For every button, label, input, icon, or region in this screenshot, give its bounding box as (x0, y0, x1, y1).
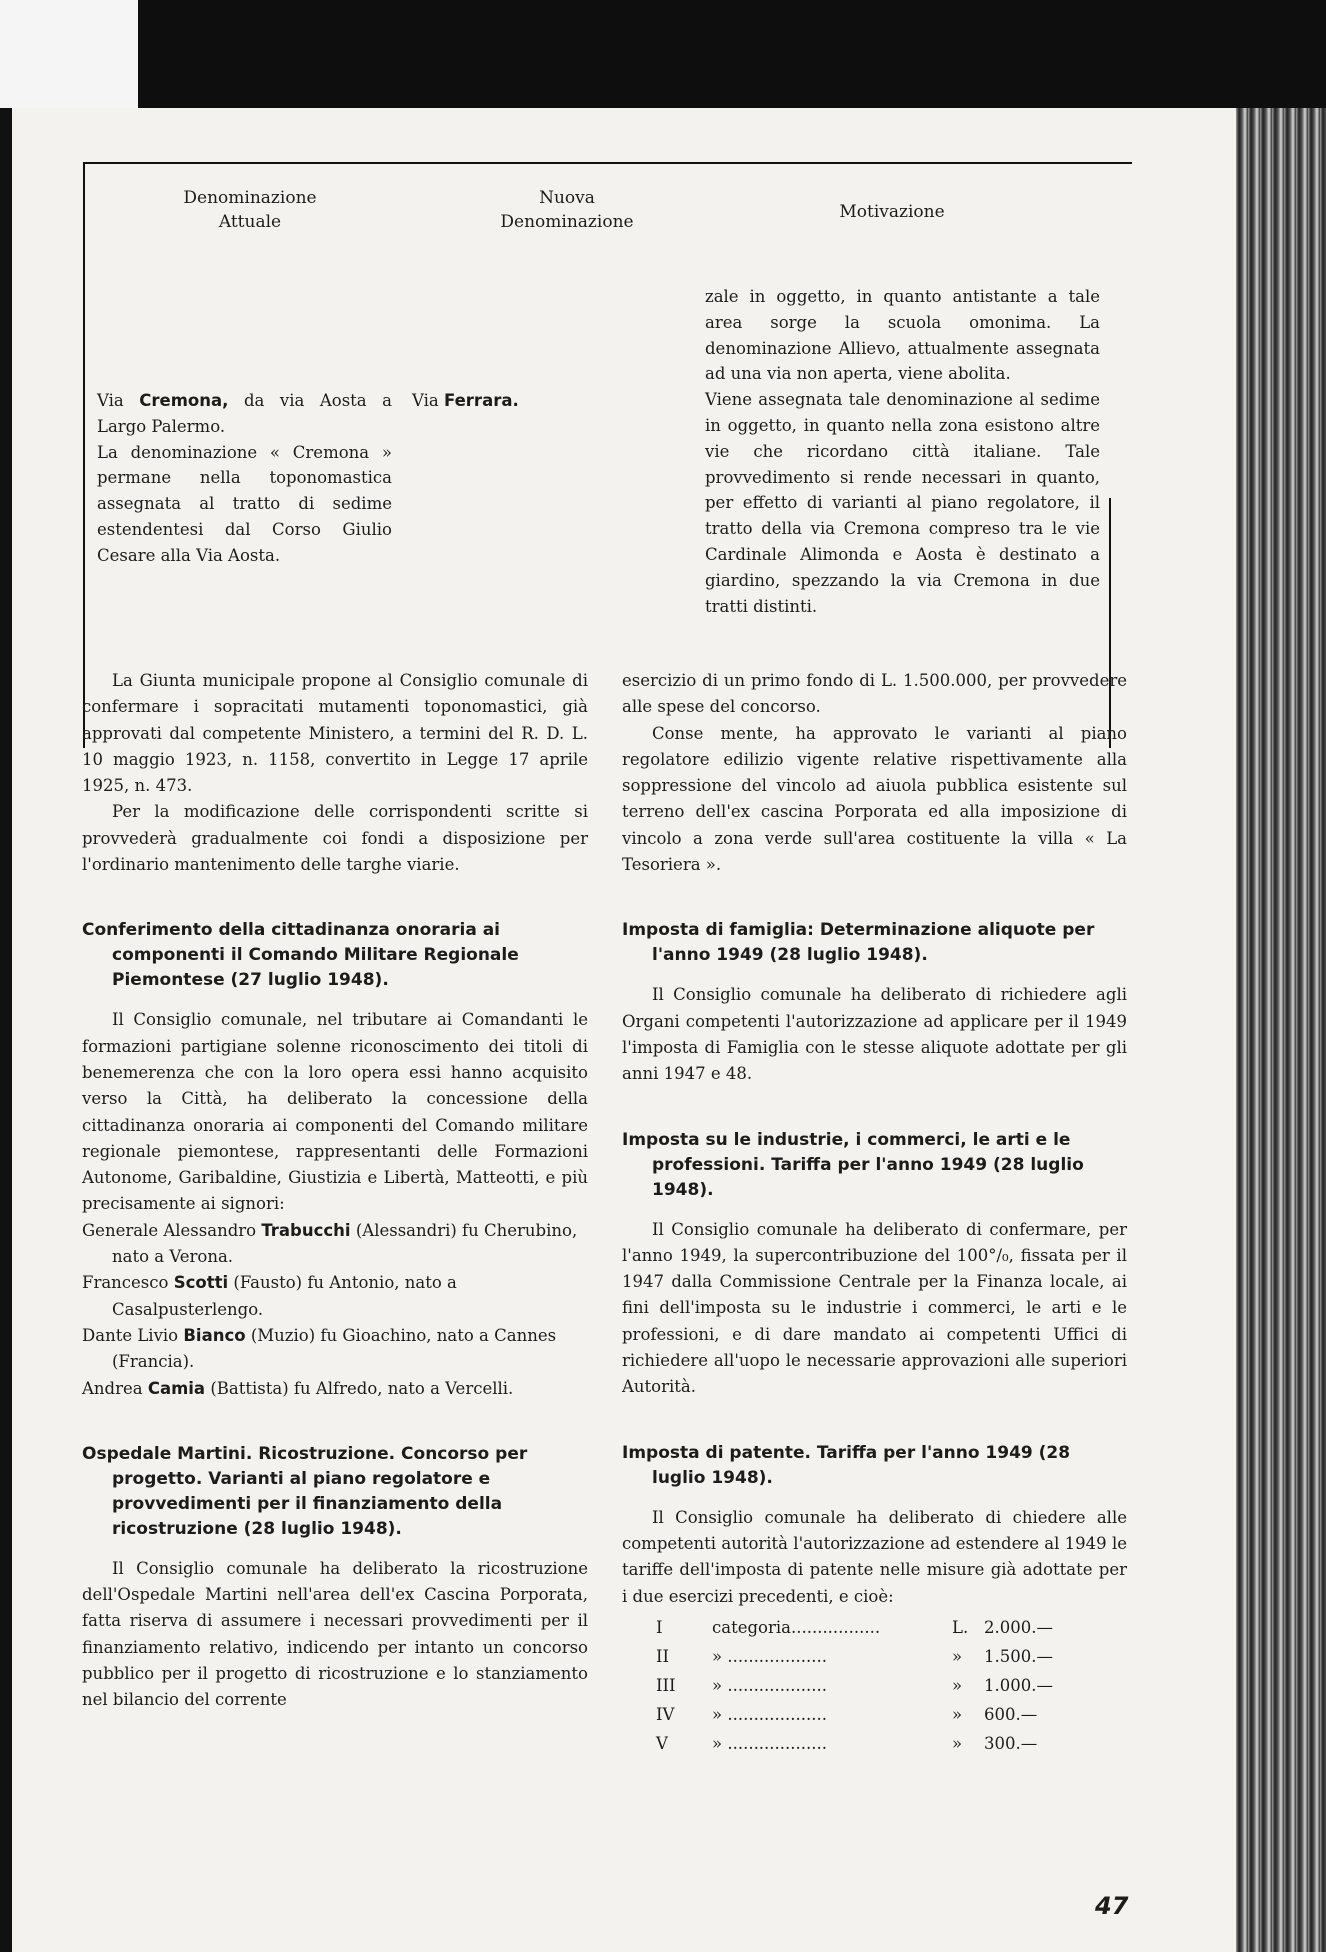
tariff-category: II (656, 1647, 670, 1667)
motivation-cell (705, 284, 1100, 619)
header-new-line1: Nuova (539, 188, 595, 208)
spacer (82, 878, 588, 918)
current-name-extent: da via Aosta a Largo Palermo. (97, 391, 392, 436)
person-text: Dante Livio (82, 1325, 184, 1345)
header-current-name (100, 186, 400, 234)
person-scotti (82, 1270, 588, 1323)
tariff-category: I (656, 1618, 663, 1638)
page-number: 47 (1095, 1892, 1129, 1920)
person-text: (Muzio) fu Gioachino, nato a Cannes (Francia). (112, 1325, 557, 1372)
variants-paragraph: Conse mente, ha approvato le varianti al piano regolatore edilizio vigente relative rispettivamente alla soppressione del vincolo ad aiuola pubblica esistente sul terreno dell'ex cascina Porporata ed alla imposizione di vincolo a zona verde sull'area costituente la villa « La Tesoriera ». (622, 723, 1127, 875)
person-surname: Scotti (173, 1273, 229, 1293)
section-title-patent-tax: Imposta di patente. Tariffa per l'anno 1949 (28 luglio 1948). (622, 1442, 1071, 1488)
table-left-rule (83, 162, 85, 748)
tariff-amount: 600.— (984, 1705, 1038, 1725)
tariff-currency: » (952, 1676, 963, 1696)
spacer (622, 878, 1127, 918)
person-text: Generale Alessandro (82, 1220, 262, 1240)
new-name-street: Ferrara. (444, 391, 519, 410)
scan-left-edge (0, 108, 12, 1952)
current-name-prefix: Via (97, 391, 140, 410)
right-column (622, 668, 1127, 1759)
section-body-family-tax: Il Consiglio comunale ha deliberato di richiedere agli Organi competenti l'autorizzazione ad applicare per il 1949 l'imposta di Famiglia con le stesse aliquote adottate per gli anni 1947 e 48. (622, 985, 1127, 1084)
tariff-label: categoria................. (712, 1618, 881, 1638)
section-title-family-tax: Imposta di famiglia: Determinazione aliquote per l'anno 1949 (28 luglio 1948). (622, 920, 1095, 966)
current-name-note: La denominazione « Cremona » permane nella toponomastica assegnata al tratto di sedime estendentesi dal Corso Giulio Cesare alla Via Aosta. (97, 442, 392, 565)
section-body-citizenship: Il Consiglio comunale, nel tributare ai Comandanti le formazioni partigiane solenne riconoscimento dei titoli di benemerenza che con la loro opera essi hanno acquisito verso la Città, ha deliberato la concessione della cittadinanza onoraria ai componenti del Comando militare regionale piemontese, rappresentanti delle Formazioni Autonome, Garibaldine, Giustizia e Libertà, Matteotti, e più precisamente ai signori: (82, 1010, 588, 1214)
person-bianco (82, 1323, 588, 1376)
spacer (82, 1402, 588, 1442)
tariff-currency: » (952, 1647, 963, 1667)
tariff-amount: 300.— (984, 1734, 1038, 1754)
tariff-label: » ................... (712, 1705, 827, 1725)
person-text: Andrea (82, 1378, 148, 1398)
tariff-currency: L. (952, 1618, 969, 1638)
table-row (656, 1730, 1074, 1759)
person-text: (Battista) fu Alfredo, nato a Vercelli. (205, 1378, 514, 1398)
tariff-category: V (656, 1734, 668, 1754)
person-text: (Alessandri) fu Cherubino, nato a Verona. (112, 1220, 578, 1267)
person-camia (82, 1376, 588, 1402)
header-new-name (422, 186, 712, 234)
table-row (656, 1643, 1074, 1672)
table-top-rule (83, 162, 1132, 164)
section-body-industry-tax: Il Consiglio comunale ha deliberato di confermare, per l'anno 1949, la supercontribuzione del 100°/₀, fissata per il 1947 dalla Commissione Centrale per la Finanza locale, ai fini dell'imposta su le industrie i commerci, le arti e le professioni, e di dare mandato ai competenti Uffici di richiedere all'uopo le necessarie approvazioni alle superiori Autorità. (622, 1219, 1127, 1397)
new-name (412, 388, 612, 414)
intro-paragraph-1: La Giunta municipale propone al Consiglio comunale di confermare i sopracitati mutamenti toponomastici, già approvati dal competente Ministero, a termini del R. D. L. 10 maggio 1923, n. 1158, convertito in Legge 17 aprile 1925, n. 473. (82, 671, 588, 796)
header-motivation (702, 200, 1082, 224)
person-surname: Bianco (183, 1325, 246, 1345)
section-body-patent-tax: Il Consiglio comunale ha deliberato di chiedere alle competenti autorità l'autorizzazione ad estendere al 1949 le tariffe dell'imposta di patente nelle misure già adottate per i due esercizi precedenti, e cioè: (622, 1507, 1127, 1606)
tariff-label: » ................... (712, 1647, 827, 1667)
motivation-previous: zale in oggetto, in quanto antistante a tale area sorge la scuola omonima. La denominazione Allievo, attualmente assegnata ad una via non aperta, viene abolita. (705, 287, 1100, 384)
person-surname: Camia (147, 1378, 206, 1398)
header-new-line2: Denominazione (500, 212, 634, 232)
patent-tariff-table (656, 1614, 1074, 1759)
tariff-currency: » (952, 1734, 963, 1754)
person-text: (Fausto) fu Antonio, nato a Casalpusterlengo. (112, 1273, 457, 1319)
current-name (97, 388, 392, 440)
section-title-industry-tax: Imposta su le industrie, i commerci, le arti e le professioni. Tariffa per l'anno 1949 (28 luglio 1948). (622, 1129, 1084, 1200)
header-motivation-label: Motivazione (839, 202, 945, 222)
table-row (656, 1701, 1074, 1730)
motivation-main: Viene assegnata tale denominazione al sedime in oggetto, in quanto nella zona esistono altre vie che ricordano città italiane. Tale provvedimento si rende necessari in quanto, per effetto di varianti al piano regolatore, il tratto della via Cremona compreso tra le vie Cardinale Alimonda e Aosta è destinato a giardino, spezzando la via Cremona in due tratti distinti. (705, 390, 1100, 616)
table-row (656, 1672, 1074, 1701)
document-page (12, 108, 1236, 1952)
left-column (82, 668, 588, 1714)
tariff-amount: 1.500.— (984, 1647, 1053, 1667)
intro-paragraph-2: Per la modificazione delle corrispondenti scritte si provvederà gradualmente coi fondi a disposizione per l'ordinario mantenimento delle targhe viarie. (82, 802, 588, 875)
tariff-amount: 1.000.— (984, 1676, 1053, 1696)
spacer (622, 1401, 1127, 1441)
section-title-hospital: Ospedale Martini. Ricostruzione. Concorso per progetto. Varianti al piano regolatore e provvedimenti per il finanziamento della ricostruzione (28 luglio 1948). (82, 1443, 528, 1539)
table-row (656, 1614, 1074, 1643)
person-text: Francesco (82, 1273, 174, 1293)
scan-top-border (0, 0, 1326, 108)
new-name-cell (412, 388, 612, 414)
tariff-amount: 2.000.— (984, 1618, 1053, 1638)
section-body-hospital: Il Consiglio comunale ha deliberato la ricostruzione dell'Ospedale Martini nell'area dell'ex Cascina Porporata, fatta riserva di assumere i necessari provvedimenti per il finanziamento relativo, indicendo per intanto un concorso pubblico per il progetto di ricostruzione e lo stanziamento nel bilancio del corrente (82, 1558, 588, 1710)
header-current-line1: Denominazione (183, 188, 317, 208)
tariff-category: IV (656, 1705, 675, 1725)
person-surname: Trabucchi (261, 1220, 351, 1240)
tariff-category: III (656, 1676, 676, 1696)
section-title-citizenship: Conferimento della cittadinanza onoraria ai componenti il Comando Militare Regionale Piemontese (27 luglio 1948). (82, 920, 519, 991)
tariff-label: » ................... (712, 1734, 827, 1754)
scan-top-left-margin (0, 0, 138, 108)
header-current-line2: Attuale (218, 212, 282, 232)
person-trabucchi (82, 1218, 588, 1271)
continued-paragraph: esercizio di un primo fondo di L. 1.500.000, per provvedere alle spese del concorso. (622, 671, 1127, 717)
current-name-street: Cremona, (139, 391, 229, 410)
spacer (622, 1088, 1127, 1128)
tariff-currency: » (952, 1705, 963, 1725)
book-page-edges (1236, 108, 1326, 1952)
tariff-label: » ................... (712, 1676, 827, 1696)
current-name-cell (97, 388, 392, 569)
new-name-prefix: Via (412, 391, 444, 410)
